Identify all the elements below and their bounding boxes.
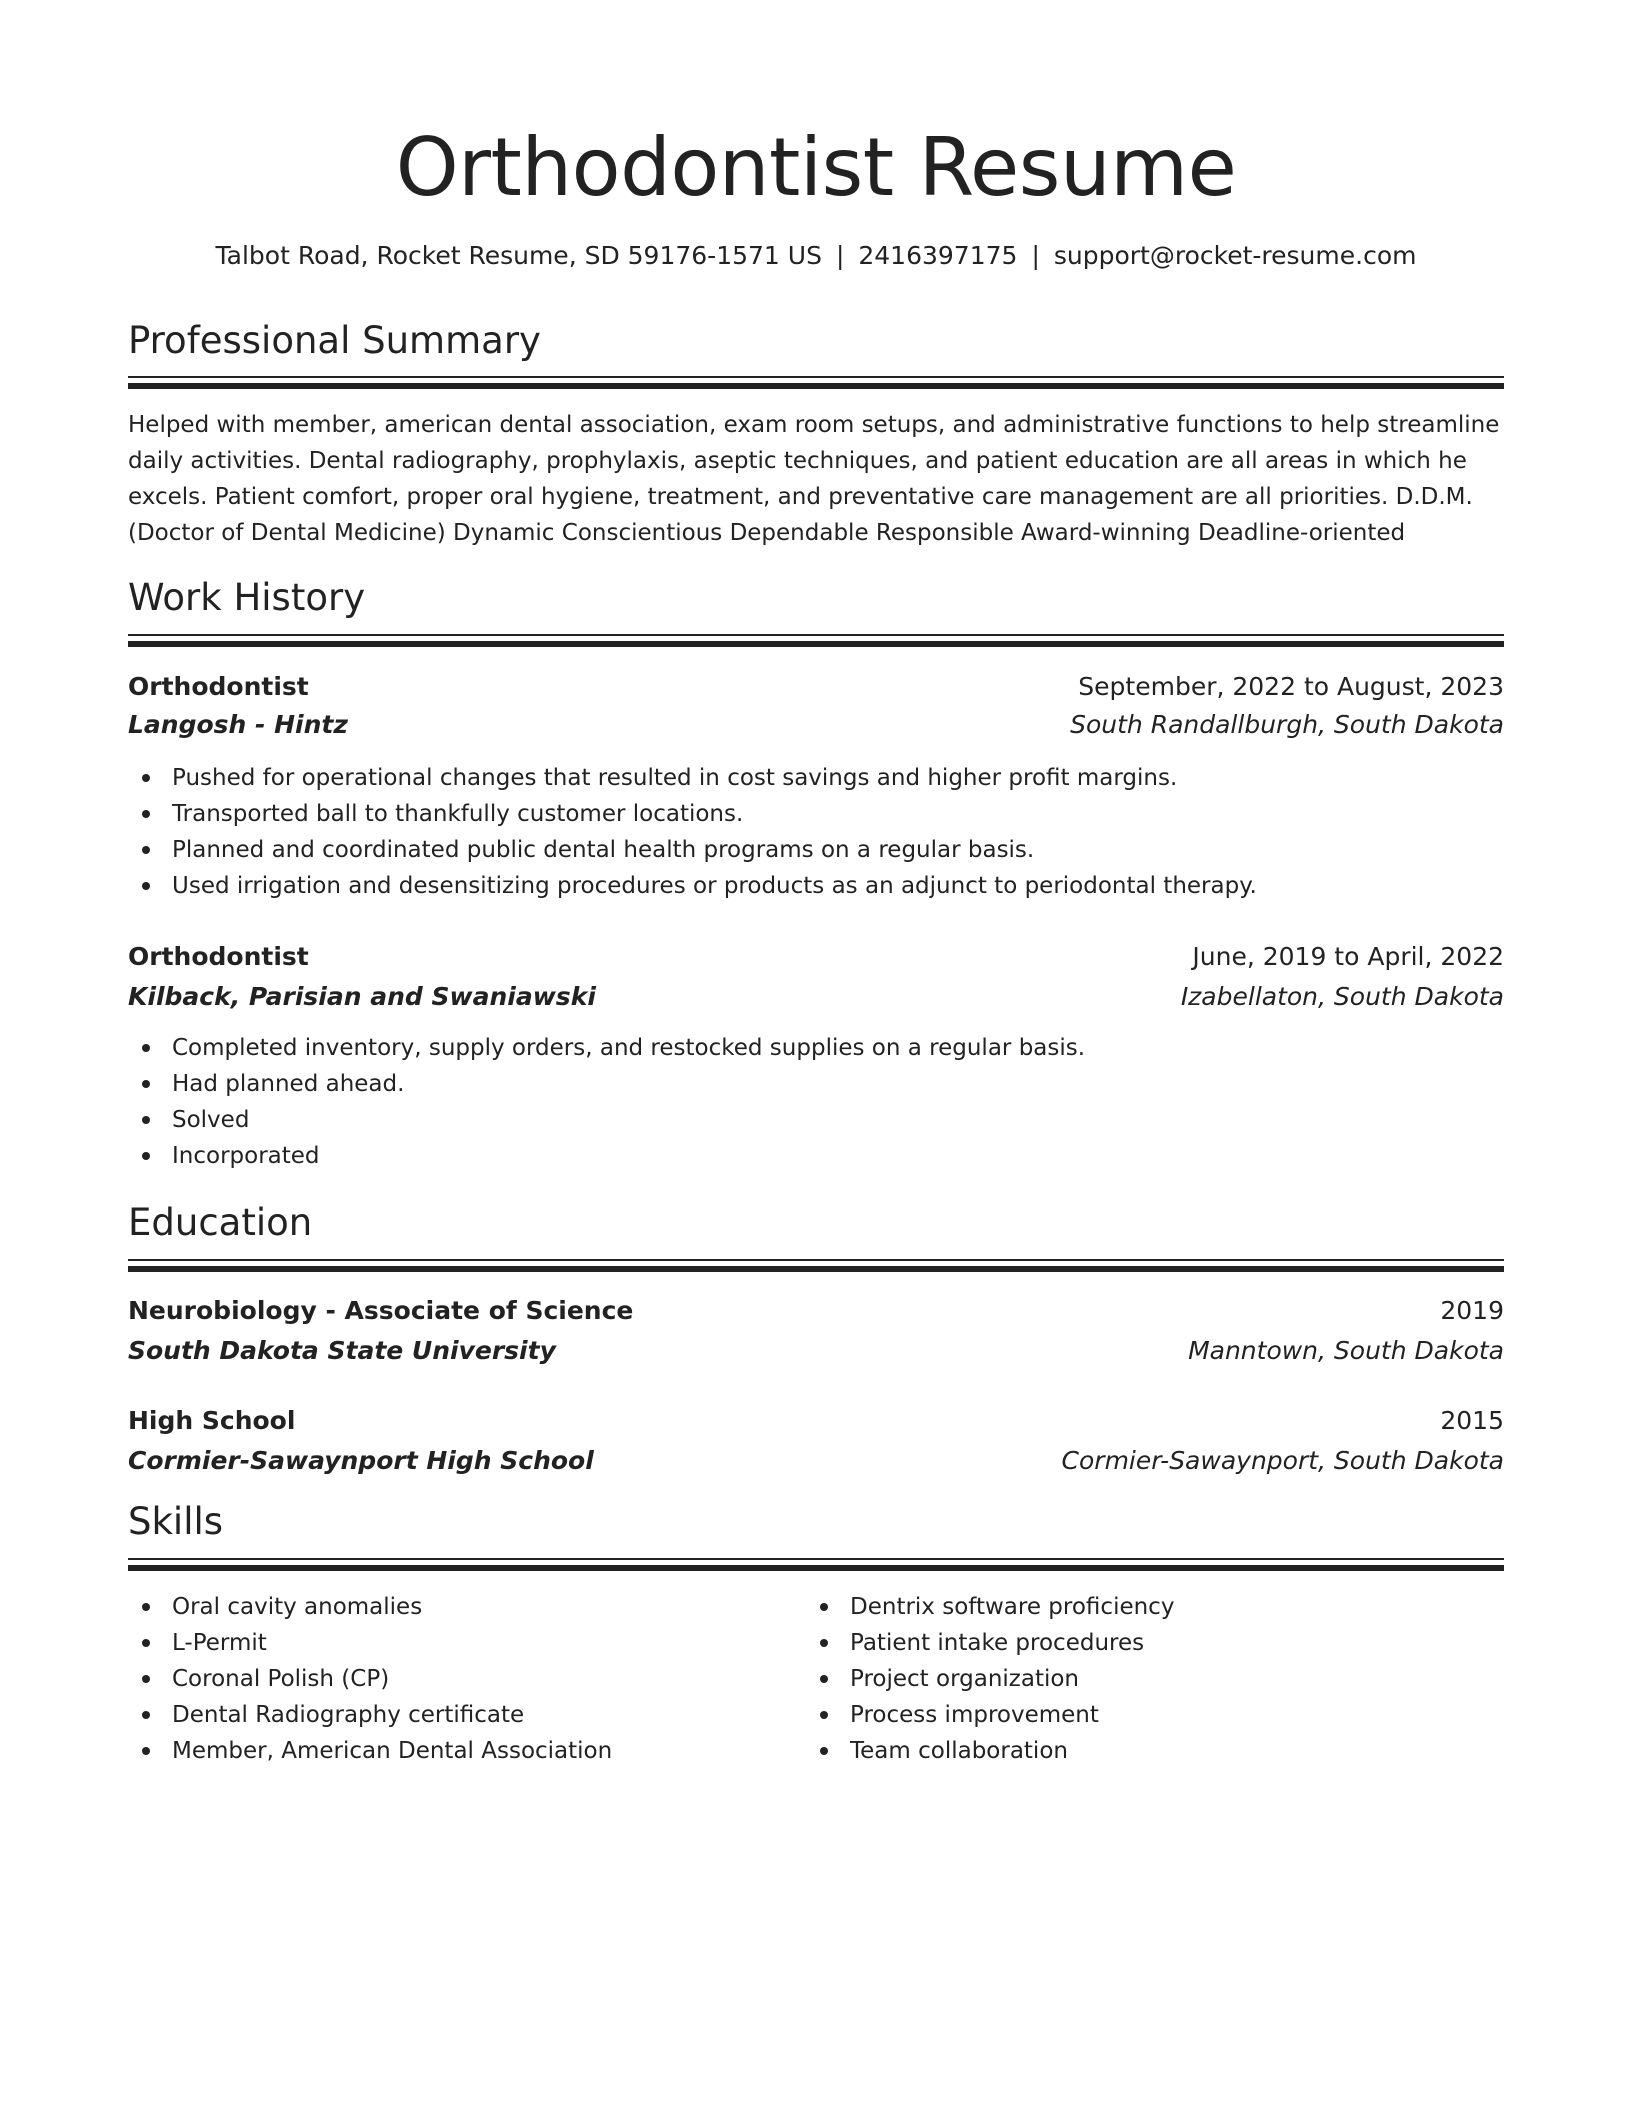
education-year: 2015 (1440, 1406, 1504, 1435)
job-dates: June, 2019 to April, 2022 (1192, 942, 1504, 971)
job-title: Orthodontist (128, 942, 309, 971)
list-item: Coronal Polish (CP) (128, 1661, 612, 1697)
skills-list-right (806, 1589, 1174, 1769)
education-degree: Neurobiology - Associate of Science (128, 1296, 634, 1325)
job-header-row (128, 937, 1504, 977)
list-item: Member, American Dental Association (128, 1733, 612, 1769)
list-item: Process improvement (806, 1697, 1174, 1733)
skills-list-left (128, 1589, 612, 1769)
list-item: Solved (128, 1102, 1085, 1138)
list-item: Project organization (806, 1661, 1174, 1697)
job-bullets (128, 1030, 1085, 1174)
work-history-heading: Work History (128, 576, 366, 619)
education-location: Manntown, South Dakota (1188, 1336, 1504, 1365)
education-header-row (128, 1291, 1504, 1331)
list-item: L-Permit (128, 1625, 612, 1661)
list-item: Transported ball to thankfully customer locations. (128, 796, 1257, 832)
list-item: Team collaboration (806, 1733, 1174, 1769)
list-item: Planned and coordinated public dental health programs on a regular basis. (128, 832, 1257, 868)
list-item: Incorporated (128, 1138, 1085, 1174)
contact-address: Talbot Road, Rocket Resume, SD 59176-1571 US (215, 241, 822, 270)
contact-email[interactable]: support@rocket-resume.com (1053, 241, 1417, 270)
list-item: Dental Radiography certificate (128, 1697, 612, 1733)
list-item: Completed inventory, supply orders, and restocked supplies on a regular basis. (128, 1030, 1085, 1066)
list-item: Used irrigation and desensitizing procedures or products as an adjunct to periodontal therapy. (128, 868, 1257, 904)
education-location: Cormier-Sawaynport, South Dakota (1061, 1446, 1504, 1475)
contact-separator: | (835, 241, 845, 270)
section-divider (128, 376, 1504, 390)
education-school-row (128, 1441, 1504, 1481)
list-item: Pushed for operational changes that resulted in cost savings and higher profit margins. (128, 760, 1257, 796)
section-divider (128, 634, 1504, 648)
summary-heading: Professional Summary (128, 319, 541, 362)
education-heading: Education (128, 1201, 313, 1244)
job-company-row (128, 977, 1504, 1017)
list-item: Dentrix software proficiency (806, 1589, 1174, 1625)
job-location: Izabellaton, South Dakota (1180, 982, 1504, 1011)
section-divider (128, 1558, 1504, 1572)
summary-text: Helped with member, american dental association, exam room setups, and administrative functions to help streamline daily activities. Dental radiography, prophylaxis, aseptic techniques, and patient education are all areas in which he excels. Patient comfort, proper oral hygiene, treatment, and preventative care management are all priorities. D.D.M. (Doctor of Dental Medicine) Dynamic Conscientious Dependable Responsible Award-winning Deadline-oriented (128, 412, 1500, 546)
list-item: Had planned ahead. (128, 1066, 1085, 1102)
page-title: Orthodontist Resume (395, 121, 1237, 214)
job-dates: September, 2022 to August, 2023 (1078, 672, 1504, 701)
education-school: Cormier-Sawaynport High School (128, 1446, 594, 1475)
education-school: South Dakota State University (128, 1336, 556, 1365)
contact-separator: | (1031, 241, 1040, 270)
education-year: 2019 (1440, 1296, 1504, 1325)
education-header-row (128, 1401, 1504, 1441)
job-company: Kilback, Parisian and Swaniawski (128, 982, 596, 1011)
job-header-row (128, 667, 1504, 707)
contact-line (128, 238, 1504, 274)
list-item: Patient intake procedures (806, 1625, 1174, 1661)
contact-phone: 2416397175 (858, 241, 1018, 270)
job-company-row (128, 705, 1504, 745)
education-degree: High School (128, 1406, 296, 1435)
education-school-row (128, 1331, 1504, 1371)
list-item: Oral cavity anomalies (128, 1589, 612, 1625)
section-divider (128, 1259, 1504, 1273)
job-title: Orthodontist (128, 672, 309, 701)
job-location: South Randallburgh, South Dakota (1070, 710, 1504, 739)
job-company: Langosh - Hintz (128, 710, 348, 739)
skills-heading: Skills (128, 1500, 224, 1543)
job-bullets (128, 760, 1257, 904)
